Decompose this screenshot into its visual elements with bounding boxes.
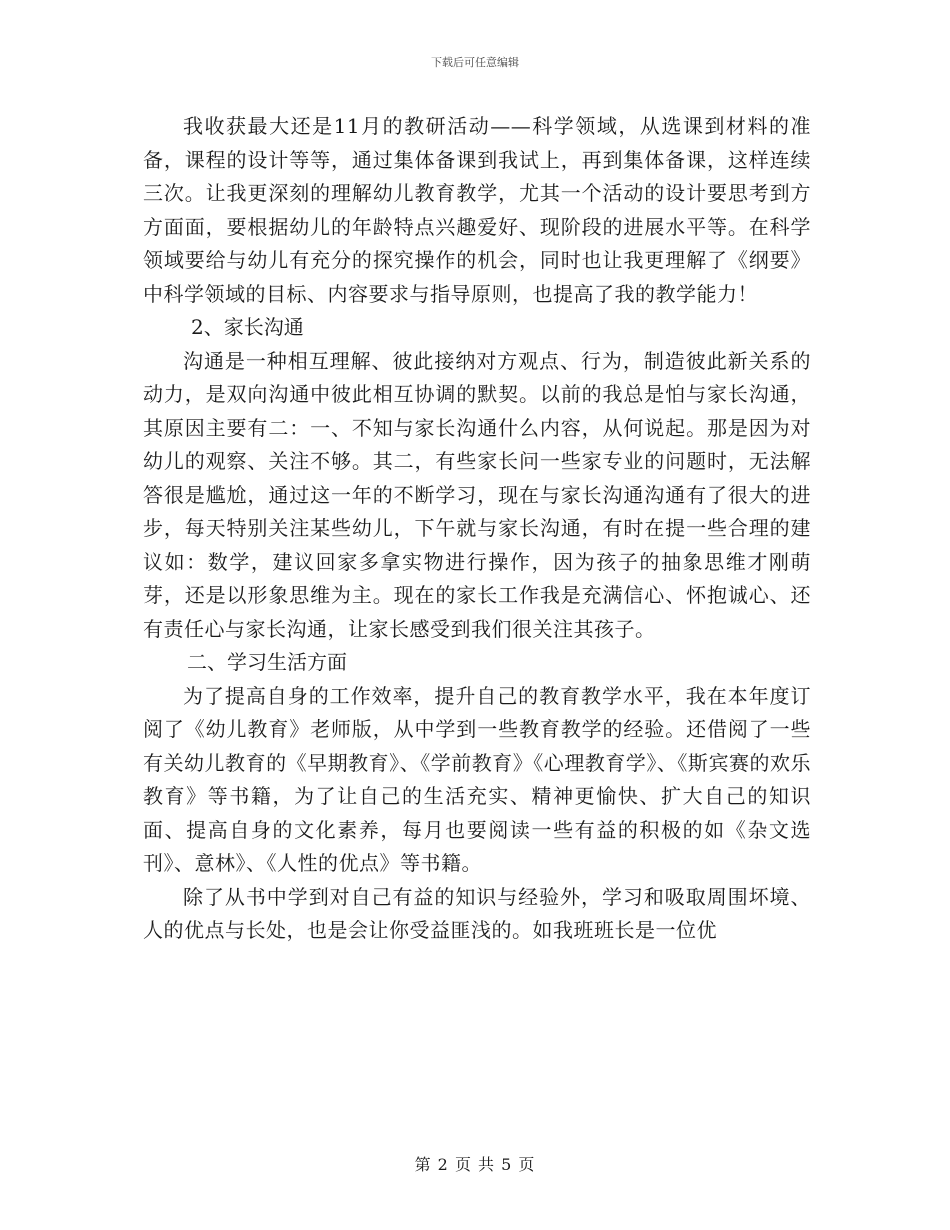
section-heading-study-life: 二、学习生活方面 bbox=[187, 650, 347, 674]
page-number: 第 2 页 共 5 页 bbox=[414, 1155, 536, 1174]
section-heading-parent-communication: 2、家长沟通 bbox=[191, 315, 304, 339]
paragraph-reading: 为了提高自身的工作效率，提升自己的教育教学水平，我在本年度订阅了《幼儿教育》老师版，从中学到一些教育教学的经验。还借阅了一些有关幼儿教育的《早期教育》、《学前教育》《心理教育学》、《斯宾赛的欢乐教育》等书籍，为了让自己的生活充实、精神更愉快、扩大自己的知识面、提高自身的文化素养，每月也要阅读一些有益的积极的如《杂文选刊》、意林》、《人性的优点》等书籍。 bbox=[143, 683, 811, 875]
paragraph-learning-from-others: 除了从书中学到对自己有益的知识与经验外，学习和吸取周围坏境、人的优点与长处，也是会让你受益匪浅的。如我班班长是一位优 bbox=[143, 884, 811, 942]
page-header-note: 下载后可任意编辑 bbox=[431, 56, 519, 69]
document-body bbox=[143, 110, 811, 948]
paragraph-science-research: 我收获最大还是11月的教研活动——科学领域，从选课到材料的准备，课程的设计等等，通过集体备课到我试上，再到集体备课，这样连续三次。让我更深刻的理解幼儿教育教学，尤其一个活动的设计要思考到方方面面，要根据幼儿的年龄特点兴趣爱好、现阶段的进展水平等。在科学领域要给与幼儿有充分的探究操作的机会，同时也让我更理解了《纲要》中科学领域的目标、内容要求与指导原则，也提高了我的教学能力！ bbox=[143, 114, 811, 306]
paragraph-parent-communication: 沟通是一种相互理解、彼此接纳对方观点、行为，制造彼此新关系的动力，是双向沟通中彼此相互协调的默契。以前的我总是怕与家长沟通，其原因主要有二：一、不知与家长沟通什么内容，从何说起。那是因为对幼儿的观察、关注不够。其二，有些家长问一些家专业的问题时，无法解答很是尴尬，通过这一年的不断学习，现在与家长沟通沟通有了很大的进步，每天特别关注某些幼儿，下午就与家长沟通，有时在提一些合理的建议如：数学，建议回家多拿实物进行操作，因为孩子的抽象思维才刚萌芽，还是以形象思维为主。现在的家长工作我是充满信心、怀抱诚心、还有责任心与家长沟通，让家长感受到我们很关注其孩子。 bbox=[143, 348, 811, 641]
